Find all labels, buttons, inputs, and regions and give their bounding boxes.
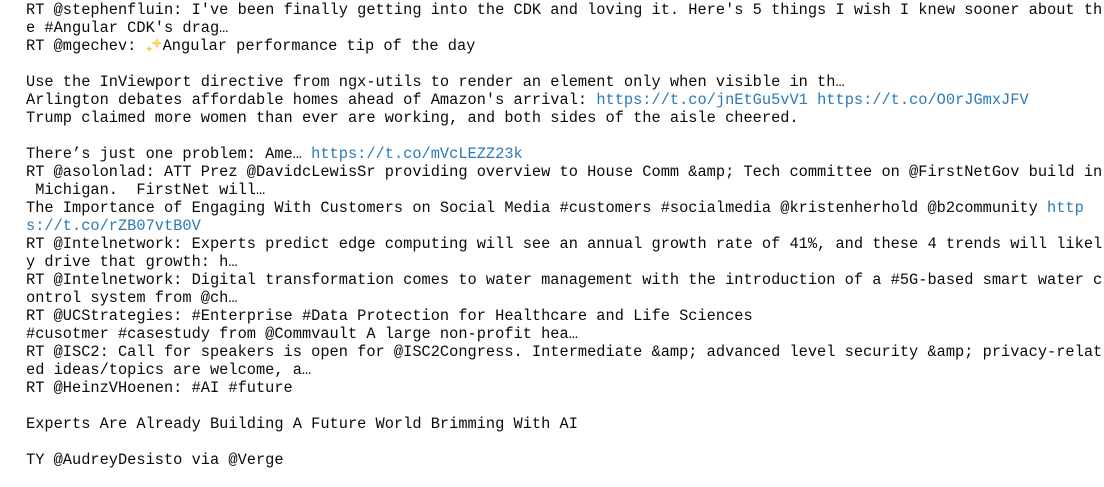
text-line xyxy=(26,307,1104,325)
text-line xyxy=(26,289,1104,307)
text-segment: RT @Intelnetwork: Experts predict edge computing will see an annual growth rate of 41%, and these 4 trends will likel xyxy=(26,235,1103,253)
text-segment: RT @asolonlad: ATT Prez @DavidcLewisSr providing overview to House Comm &amp; Tech committee on @FirstNetGov build in xyxy=(26,163,1103,181)
text-line xyxy=(26,235,1104,253)
text-segment: RT @Intelnetwork: Digital transformation comes to water management with the introduction of a #5G-based smart water c xyxy=(26,271,1103,289)
text-segment: e #Angular CDK's drag… xyxy=(26,19,229,37)
tco-link[interactable]: https://t.co/jnEtGu5vV1 xyxy=(596,91,808,109)
text-line xyxy=(26,1,1104,19)
tco-link[interactable]: https://t.co/mVcLEZZ23k xyxy=(311,145,523,163)
text-segment: RT @HeinzVHoenen: #AI #future xyxy=(26,379,293,397)
text-line xyxy=(26,109,1104,127)
text-line xyxy=(26,163,1104,181)
text-line xyxy=(26,217,1104,235)
text-line xyxy=(26,181,1104,199)
text-segment: Trump claimed more women than ever are working, and both sides of the aisle cheered. xyxy=(26,109,799,127)
text-line xyxy=(26,19,1104,37)
tco-link[interactable]: http xyxy=(1047,199,1084,217)
text-segment: TY @AudreyDesisto via @Verge xyxy=(26,451,284,469)
text-segment: RT @ISC2: Call for speakers is open for @ISC2Congress. Intermediate &amp; advanced level security &amp; privacy-relat xyxy=(26,343,1103,361)
text-segment xyxy=(808,91,817,109)
text-segment: There’s just one problem: Ame… xyxy=(26,145,312,163)
text-line xyxy=(26,343,1104,361)
text-line xyxy=(26,361,1104,379)
text-line xyxy=(26,415,1104,433)
text-line xyxy=(26,397,1104,415)
text-line xyxy=(26,253,1104,271)
text-segment: ontrol system from @ch… xyxy=(26,289,238,307)
text-segment: Michigan. FirstNet will… xyxy=(26,181,266,199)
text-segment: RT @mgechev: xyxy=(26,37,146,55)
text-segment: RT @UCStrategies: #Enterprise #Data Protection for Healthcare and Life Sciences xyxy=(26,307,753,325)
text-line xyxy=(26,127,1104,145)
text-segment: The Importance of Engaging With Customers on Social Media #customers #socialmedia @kristenherhold @b2community xyxy=(26,199,1048,217)
text-line xyxy=(26,379,1104,397)
text-segment: Arlington debates affordable homes ahead of Amazon's arrival: xyxy=(26,91,597,109)
text-line xyxy=(26,325,1104,343)
text-line xyxy=(26,433,1104,451)
tco-link[interactable]: https://t.co/O0rJGmxJFV xyxy=(817,91,1029,109)
text-line xyxy=(26,451,1104,469)
text-line xyxy=(26,91,1104,109)
text-segment: RT @stephenfluin: I've been finally getting into the CDK and loving it. Here's 5 things I wish I knew sooner about th xyxy=(26,1,1103,19)
text-line xyxy=(26,55,1104,73)
text-segment: ed ideas/topics are welcome, a… xyxy=(26,361,312,379)
text-segment: #cusotmer #casestudy from @Commvault A large non-profit hea… xyxy=(26,325,578,343)
text-line xyxy=(26,73,1104,91)
text-line xyxy=(26,37,1104,55)
text-line xyxy=(26,271,1104,289)
text-segment: Experts Are Already Building A Future World Brimming With AI xyxy=(26,415,578,433)
text-segment: Use the InViewport directive from ngx-utils to render an element only when visible in th… xyxy=(26,73,845,91)
tco-link[interactable]: s://t.co/rZB07vtB0V xyxy=(26,217,201,235)
text-line xyxy=(26,145,1104,163)
text-segment: Angular performance tip of the day xyxy=(162,37,476,55)
sparkles-emoji-icon xyxy=(146,37,163,53)
text-line xyxy=(26,199,1104,217)
text-segment: y drive that growth: h… xyxy=(26,253,238,271)
